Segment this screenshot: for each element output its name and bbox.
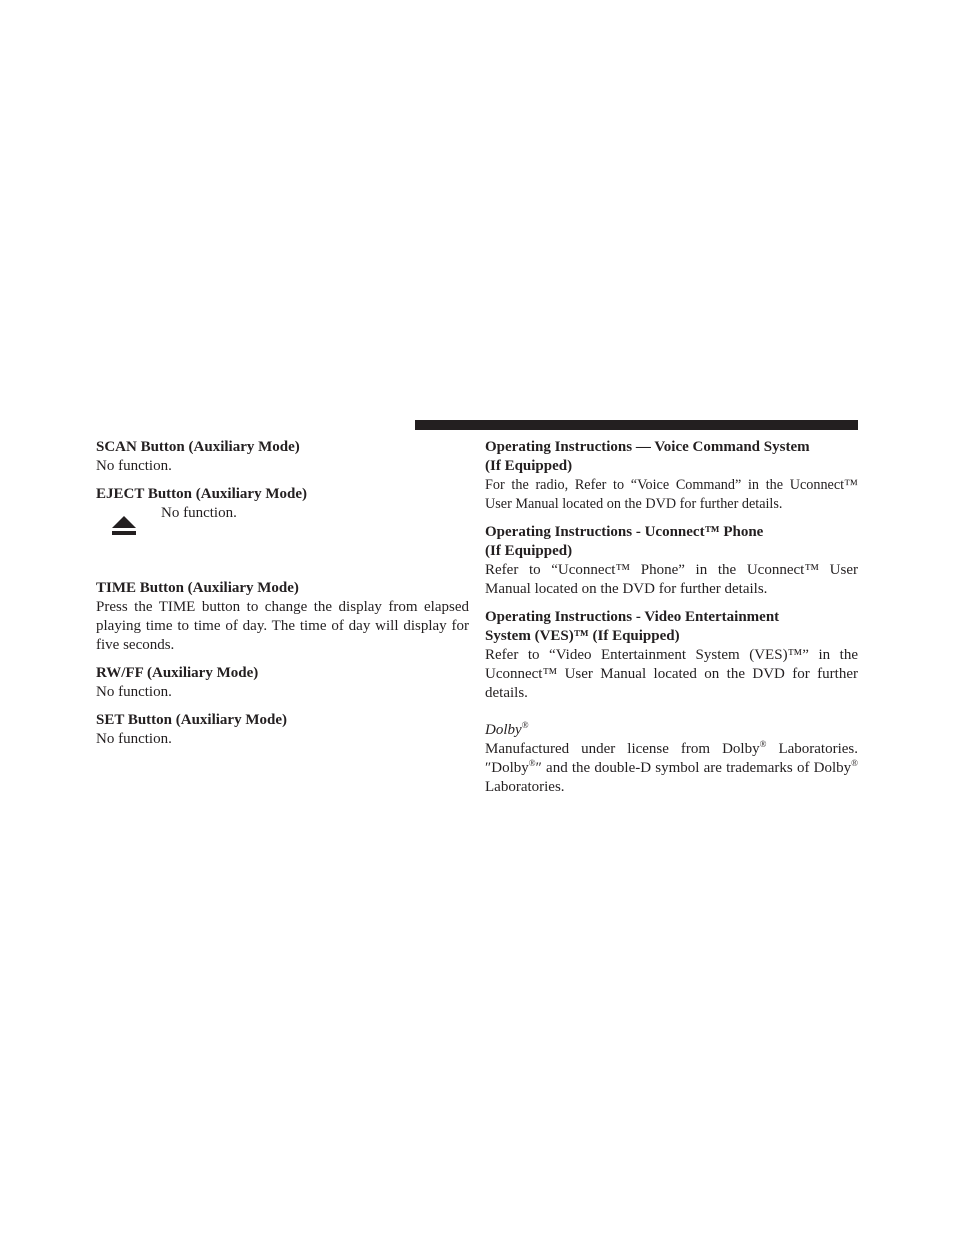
set-body: No function. <box>96 731 172 747</box>
eject-body: No function. <box>161 505 237 521</box>
dolby-body <box>485 740 858 797</box>
eject-heading: EJECT Button (Auxiliary Mode) <box>96 486 307 502</box>
phone-heading-line2: (If Equipped) <box>485 543 573 559</box>
voice-heading-line2: (If Equipped) <box>485 458 573 474</box>
ves-body: Refer to “Video Entertainment System (VES)™” in the Uconnect™ User Manual located on the DVD for further details. <box>485 647 858 701</box>
time-section <box>96 579 469 655</box>
ves-section <box>485 608 858 703</box>
ves-heading-line2: System (VES)™ (If Equipped) <box>485 628 680 644</box>
dolby-body-part3: ″ and the double-D symbol are trademarks of Dolby <box>535 760 852 776</box>
dolby-body-part2: Laboratories. ″Dolby <box>485 741 858 776</box>
left-column <box>96 438 469 758</box>
dolby-heading-text: Dolby <box>485 722 522 738</box>
eject-section <box>96 485 469 579</box>
dolby-mark-1: ® <box>759 739 767 749</box>
dolby-body-part1: Manufactured under license from Dolby <box>485 741 760 757</box>
section-rule <box>415 420 858 430</box>
voice-section <box>485 438 858 514</box>
eject-row <box>96 504 469 579</box>
rwff-section <box>96 664 469 702</box>
scan-section <box>96 438 469 476</box>
phone-heading-line1: Operating Instructions - Uconnect™ Phone <box>485 524 764 540</box>
phone-body: Refer to “Uconnect™ Phone” in the Uconnect™ User Manual located on the DVD for further details. <box>485 562 858 597</box>
ves-heading-line1: Operating Instructions - Video Entertainment <box>485 609 780 625</box>
set-section <box>96 711 469 749</box>
eject-icon <box>110 514 138 538</box>
scan-body: No function. <box>96 458 172 474</box>
dolby-body-part4: Laboratories. <box>485 779 565 795</box>
phone-section <box>485 523 858 599</box>
time-heading: TIME Button (Auxiliary Mode) <box>96 580 299 596</box>
voice-body: For the radio, Refer to “Voice Command” in the Uconnect™ User Manual located on the DVD for further details. <box>485 477 858 512</box>
voice-heading-line1: Operating Instructions — Voice Command System <box>485 439 810 455</box>
time-body: Press the TIME button to change the display from elapsed playing time to time of day. The time of day will display for five seconds. <box>96 599 469 653</box>
set-heading: SET Button (Auxiliary Mode) <box>96 712 287 728</box>
dolby-mark-3: ® <box>851 758 858 768</box>
dolby-section <box>485 721 858 797</box>
scan-heading: SCAN Button (Auxiliary Mode) <box>96 439 300 455</box>
dolby-mark-2: ® <box>528 758 536 768</box>
right-column <box>485 438 858 806</box>
rwff-heading: RW/FF (Auxiliary Mode) <box>96 665 259 681</box>
dolby-heading <box>485 721 858 740</box>
dolby-heading-mark: ® <box>521 720 529 730</box>
rwff-body: No function. <box>96 684 172 700</box>
